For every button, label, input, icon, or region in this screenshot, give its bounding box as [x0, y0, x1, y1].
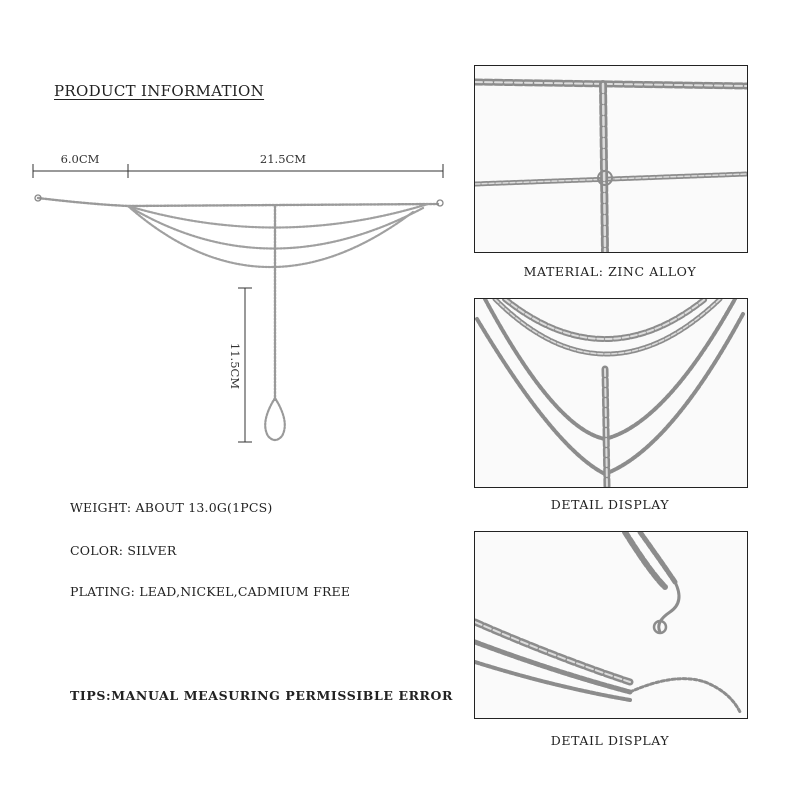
- weight-text: WEIGHT: ABOUT 13.0G(1PCS): [70, 500, 273, 515]
- width-dimension-line: [33, 164, 443, 178]
- material-caption: MATERIAL: ZINC ALLOY: [523, 264, 697, 279]
- tips-text: TIPS:MANUAL MEASURING PERMISSIBLE ERROR: [70, 688, 454, 703]
- clasp-length-label: 6.0CM: [60, 152, 100, 166]
- detail-caption-1: DETAIL DISPLAY: [550, 497, 670, 512]
- detail-display-image-1: [474, 298, 748, 488]
- plating-text: PLATING: LEAD,NICKEL,CADMIUM FREE: [70, 584, 351, 599]
- detail-display-image-2: [474, 531, 748, 719]
- color-text: COLOR: SILVER: [70, 543, 177, 558]
- detail-caption-2: DETAIL DISPLAY: [550, 733, 670, 748]
- chain-width-label: 21.5CM: [259, 152, 307, 166]
- drop-length-label: 11.5CM: [228, 342, 242, 390]
- product-diagram: [28, 140, 458, 460]
- product-info-title: PRODUCT INFORMATION: [54, 82, 265, 100]
- material-detail-image: [474, 65, 748, 253]
- body-chain-illustration: [35, 195, 443, 440]
